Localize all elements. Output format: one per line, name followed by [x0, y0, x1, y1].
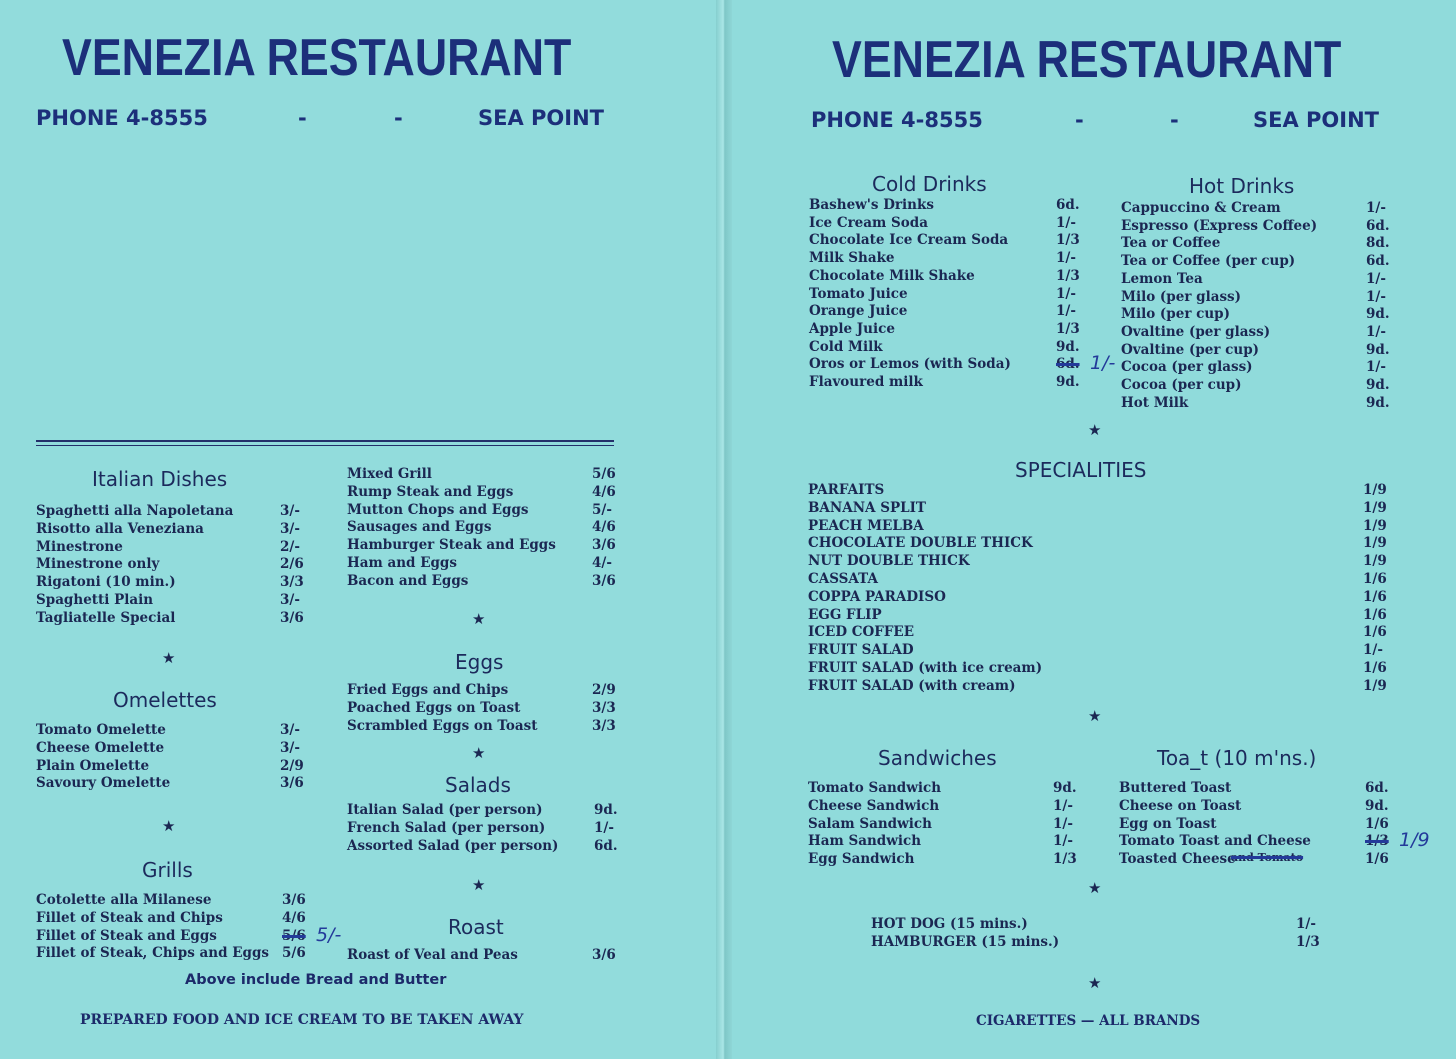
- menu-item: [808, 571, 1403, 588]
- menu-item-name: Fillet of Steak, Chips and Eggs: [36, 945, 269, 962]
- menu-item-price: 3/6: [592, 572, 616, 589]
- menu-item-price: 8d.: [1366, 235, 1390, 252]
- menu-item-price: 3/-: [280, 739, 300, 756]
- menu-item: [1121, 342, 1406, 359]
- menu-item: [36, 722, 320, 739]
- menu-item-name: Cold Milk: [809, 338, 883, 355]
- menu-item: [808, 780, 1093, 797]
- menu-item-price: 6d.: [594, 837, 618, 854]
- menu-item-price: 1/9: [1363, 553, 1387, 570]
- menu-item: [808, 678, 1403, 695]
- menu-item-price: 3/-: [280, 722, 300, 738]
- menu-item-name: Fillet of Steak and Eggs: [36, 927, 217, 944]
- menu-item-price: 6d.: [1365, 780, 1389, 796]
- menu-item: [808, 589, 1403, 606]
- menu-item-price: 3/-: [280, 503, 300, 519]
- menu-item-name: COPPA PARADISO: [808, 588, 946, 605]
- menu-item-name: Minestrone: [36, 538, 123, 555]
- menu-item-price: 3/6: [282, 892, 306, 908]
- menu-item: [1119, 798, 1405, 815]
- menu-item-price: 9d.: [1366, 394, 1390, 411]
- menu-item-name: Rigatoni (10 min.): [36, 574, 176, 591]
- menu-item-name: PEACH MELBA: [808, 517, 924, 534]
- menu-item-name: CHOCOLATE DOUBLE THICK: [808, 535, 1033, 552]
- menu-item: [808, 642, 1403, 659]
- menu-item-price: 1/-: [1053, 815, 1073, 832]
- menu-item-price: 3/6: [592, 947, 616, 963]
- menu-item-name: FRUIT SALAD (with cream): [808, 677, 1016, 694]
- menu-item: [808, 660, 1403, 677]
- menu-item: [347, 573, 632, 590]
- menu-item: [36, 892, 322, 909]
- menu-item-name: Flavoured milk: [809, 374, 923, 390]
- menu-item: [1119, 816, 1405, 833]
- menu-item: [809, 286, 1096, 303]
- menu-item: [871, 934, 1336, 951]
- menu-item-price: 1/-: [1056, 303, 1076, 320]
- menu-item: [1121, 324, 1406, 341]
- menu-item: [808, 798, 1093, 815]
- menu-item: [36, 923, 342, 946]
- menu-item: [36, 521, 320, 538]
- menu-item-price: 1/-: [1053, 833, 1073, 850]
- menu-item-price: 9d.: [1366, 306, 1390, 323]
- menu-item-price: 1/6: [1365, 851, 1389, 868]
- menu-item: [36, 539, 320, 556]
- menu-item: [871, 916, 1336, 933]
- star-divider: ★: [1088, 879, 1102, 897]
- dash-left-1: -: [298, 106, 307, 130]
- menu-item-price: 1/6: [1363, 588, 1387, 605]
- menu-item: [36, 574, 320, 591]
- divider-rule-2: [36, 445, 614, 446]
- menu-item-price: 2/9: [592, 682, 616, 698]
- menu-item: [347, 484, 632, 501]
- menu-item-name: Chocolate Ice Cream Soda: [809, 232, 1009, 249]
- dash-right-1: -: [1075, 108, 1084, 132]
- grills-heading: Grills: [142, 858, 193, 882]
- menu-item-name: Ovaltine (per glass): [1121, 323, 1271, 340]
- menu-item-price: 3/6: [592, 537, 616, 554]
- menu-item: [1121, 359, 1406, 376]
- menu-item-name: PARFAITS: [808, 482, 885, 498]
- menu-item: [1121, 306, 1406, 323]
- omelettes-heading: Omelettes: [113, 688, 217, 712]
- toast-heading: Toa_t (10 m'ns.): [1157, 746, 1317, 770]
- menu-item: [809, 374, 1096, 391]
- menu-item-price: 1/-: [1056, 285, 1076, 302]
- menu-item-name: Cheese on Toast: [1119, 797, 1242, 814]
- menu-item: [809, 215, 1096, 232]
- menu-item: [808, 553, 1403, 570]
- roast-heading: Roast: [448, 915, 504, 939]
- menu-item-price: 4/6: [592, 483, 616, 500]
- menu-item-price: 3/3: [592, 699, 616, 716]
- menu-item-name: Hamburger Steak and Eggs: [347, 537, 556, 554]
- menu-item-price: 9d.: [1056, 338, 1080, 355]
- menu-item: [1121, 289, 1406, 306]
- menu-item: [809, 232, 1096, 249]
- struck-text: and Tomato: [1231, 851, 1304, 865]
- menu-item-price: 1/9: [1363, 482, 1387, 498]
- menu-item-price: 1/6: [1363, 571, 1387, 587]
- cigarettes-footer: CIGARETTES — ALL BRANDS: [976, 1013, 1201, 1029]
- salads-heading: Salads: [445, 773, 511, 797]
- menu-item-name: Salam Sandwich: [808, 815, 932, 832]
- menu-item-name: Milk Shake: [809, 250, 895, 267]
- menu-item-price: 2/6: [280, 556, 304, 573]
- sandwiches-heading: Sandwiches: [878, 746, 997, 770]
- menu-item-name: Tea or Coffee: [1121, 235, 1221, 252]
- star-divider: ★: [472, 610, 486, 628]
- menu-item-price: 3/3: [592, 717, 616, 734]
- menu-item-name: Tea or Coffee (per cup): [1121, 253, 1296, 270]
- eggs-heading: Eggs: [455, 650, 504, 674]
- menu-item-name: Ham and Eggs: [347, 555, 457, 571]
- menu-item-price: 4/6: [592, 519, 616, 536]
- menu-item-name: Tagliatelle Special: [36, 609, 176, 626]
- menu-item-name: Egg Sandwich: [808, 851, 915, 868]
- menu-item-name: CASSATA: [808, 571, 878, 587]
- menu-item: [1119, 780, 1405, 797]
- star-divider: ★: [1088, 707, 1102, 725]
- menu-item-name: Assorted Salad (per person): [347, 837, 559, 854]
- menu-item-price: 2/-: [280, 538, 300, 555]
- menu-item-name: Cocoa (per cup): [1121, 377, 1242, 393]
- menu-item-name: Milo (per glass): [1121, 288, 1242, 305]
- menu-item-price: 9d.: [1366, 341, 1390, 358]
- menu-item-name: Hot Milk: [1121, 394, 1189, 411]
- menu-item: [347, 947, 632, 964]
- menu-item-name: Cheese Omelette: [36, 739, 165, 756]
- menu-item-price: 1/6: [1365, 815, 1389, 832]
- page-fold: [716, 0, 732, 1059]
- menu-item: [809, 303, 1096, 320]
- menu-item: [808, 518, 1403, 535]
- star-divider: ★: [472, 876, 486, 894]
- menu-item: [36, 775, 320, 792]
- menu-item-price: 1/-: [1296, 916, 1316, 932]
- menu-item-price: 1/-: [1056, 214, 1076, 231]
- hot-drinks-heading: Hot Drinks: [1189, 174, 1295, 198]
- menu-item-name: Chocolate Milk Shake: [809, 267, 975, 284]
- menu-item-name: HOT DOG (15 mins.): [871, 916, 1028, 932]
- star-divider: ★: [1088, 421, 1102, 439]
- menu-item: [809, 352, 1116, 375]
- menu-item: [347, 682, 632, 699]
- menu-item-name: Ovaltine (per cup): [1121, 341, 1260, 358]
- menu-item-name: Toasted Cheese: [1119, 851, 1236, 868]
- menu-item-name: Spaghetti alla Napoletana: [36, 503, 234, 519]
- star-divider: ★: [162, 817, 176, 835]
- menu-item-price: 6d.: [1366, 217, 1390, 234]
- menu-item-name: Cocoa (per glass): [1121, 359, 1253, 376]
- menu-item-name: French Salad (per person): [347, 819, 546, 836]
- menu-item: [809, 339, 1096, 356]
- menu-item-name: Orange Juice: [809, 303, 908, 320]
- dash-right-2: -: [1170, 108, 1179, 132]
- menu-item-name: Espresso (Express Coffee): [1121, 217, 1318, 234]
- menu-item-price: 9d.: [1365, 797, 1389, 814]
- menu-item: [808, 833, 1093, 850]
- menu-item-price: 5/6: [592, 466, 616, 482]
- menu-item: [809, 250, 1096, 267]
- menu-item: [347, 838, 634, 855]
- menu-item-price: 6d.: [1056, 356, 1080, 373]
- menu-item-price: 1/3: [1056, 320, 1080, 337]
- menu-item-name: Cappuccino & Cream: [1121, 200, 1281, 216]
- phone-left: PHONE 4-8555: [36, 106, 208, 130]
- menu-item-name: Bacon and Eggs: [347, 572, 469, 589]
- menu-item: [809, 321, 1096, 338]
- menu-item: [347, 718, 632, 735]
- menu-item-name: Poached Eggs on Toast: [347, 699, 521, 716]
- menu-item: [1119, 829, 1430, 852]
- star-divider: ★: [472, 744, 486, 762]
- menu-item: [808, 624, 1403, 641]
- menu-item-name: Risotto alla Veneziana: [36, 520, 204, 537]
- menu-item-name: BANANA SPLIT: [808, 499, 926, 516]
- menu-item-price: 1/3: [1053, 851, 1077, 868]
- menu-item-name: Mixed Grill: [347, 466, 432, 482]
- restaurant-title-left: VENEZIA RESTAURANT: [62, 29, 572, 87]
- menu-item-price: 1/9: [1363, 517, 1387, 534]
- menu-item-name: HAMBURGER (15 mins.): [871, 933, 1060, 950]
- menu-item-name: Mutton Chops and Eggs: [347, 501, 529, 518]
- divider-rule-1: [36, 440, 614, 442]
- menu-item: [809, 268, 1096, 285]
- menu-item: [808, 500, 1403, 517]
- location-right: SEA POINT: [1253, 108, 1379, 132]
- menu-item-price: 1/6: [1363, 660, 1387, 676]
- menu-item-name: ICED COFFEE: [808, 624, 915, 641]
- menu-item: [1121, 235, 1406, 252]
- star-divider: ★: [162, 649, 176, 667]
- menu-item-price: 3/-: [280, 592, 300, 608]
- phone-right: PHONE 4-8555: [811, 108, 983, 132]
- handwritten-price: 1/-: [1090, 352, 1116, 375]
- menu-item-name: Apple Juice: [809, 320, 895, 337]
- menu-item-price: 4/6: [282, 909, 306, 926]
- menu-item-price: 1/-: [1366, 270, 1386, 287]
- menu-item-name: Tomato Juice: [809, 285, 908, 302]
- menu-item: [1121, 200, 1406, 217]
- menu-item-price: 1/9: [1363, 677, 1387, 694]
- menu-item-price: 9d.: [594, 802, 618, 818]
- menu-item: [808, 816, 1093, 833]
- menu-item: [347, 700, 632, 717]
- handwritten-price: 5/-: [316, 923, 342, 946]
- menu-item-name: Rump Steak and Eggs: [347, 483, 514, 500]
- bread-butter-note: Above include Bread and Butter: [185, 972, 447, 988]
- menu-item-price: 1/3: [1056, 232, 1080, 249]
- menu-item: [1121, 253, 1406, 270]
- menu-item-name: Fried Eggs and Chips: [347, 682, 509, 698]
- menu-item: [36, 592, 320, 609]
- handwritten-price: 1/9: [1399, 829, 1430, 852]
- menu-item-price: 1/3: [1056, 267, 1080, 284]
- menu-item-price: 1/9: [1363, 499, 1387, 516]
- menu-item-name: Roast of Veal and Peas: [347, 947, 518, 963]
- menu-item-price: 9d.: [1366, 377, 1390, 393]
- menu-item-price: 1/6: [1363, 624, 1387, 641]
- menu-item-name: Oros or Lemos (with Soda): [809, 356, 1011, 373]
- menu-item-price: 5/6: [282, 945, 306, 962]
- menu-item-name: NUT DOUBLE THICK: [808, 553, 970, 570]
- menu-item-name: EGG FLIP: [808, 606, 882, 623]
- menu-item-price: 1/6: [1363, 606, 1387, 623]
- menu-item: [36, 910, 322, 927]
- menu-item-name: Egg on Toast: [1119, 815, 1217, 832]
- specialities-heading: SPECIALITIES: [1015, 458, 1147, 482]
- menu-item: [1121, 395, 1406, 412]
- menu-item-price: 1/9: [1363, 535, 1387, 552]
- menu-item-price: 1/-: [1366, 323, 1386, 340]
- menu-item: [36, 758, 320, 775]
- menu-item: [36, 503, 320, 520]
- menu-item-name: Cheese Sandwich: [808, 797, 940, 814]
- menu-item: [347, 502, 632, 519]
- menu-item: [1121, 271, 1406, 288]
- menu-item-price: 1/-: [1053, 797, 1073, 814]
- menu-item-price: 1/-: [1363, 642, 1383, 659]
- menu-item: [347, 466, 632, 483]
- menu-item-price: 1/3: [1365, 833, 1389, 850]
- menu-item: [1119, 851, 1405, 868]
- restaurant-title-right: VENEZIA RESTAURANT: [832, 31, 1342, 89]
- menu-item: [36, 945, 322, 962]
- menu-item: [347, 537, 632, 554]
- menu-item-name: Plain Omelette: [36, 757, 150, 774]
- menu-item-price: 5/6: [282, 927, 306, 944]
- menu-item-name: Tomato Sandwich: [808, 780, 942, 796]
- menu-item-price: 1/-: [1366, 359, 1386, 376]
- menu-item: [36, 610, 320, 627]
- menu-item-name: Italian Salad (per person): [347, 802, 543, 818]
- menu-item-price: 4/-: [592, 555, 612, 571]
- menu-item-price: 2/9: [280, 757, 304, 774]
- menu-item: [808, 607, 1403, 624]
- menu-item: [808, 851, 1093, 868]
- menu-item-name: Buttered Toast: [1119, 780, 1232, 796]
- location-left: SEA POINT: [478, 106, 604, 130]
- menu-item-name: Spaghetti Plain: [36, 592, 154, 608]
- menu-item-name: Sausages and Eggs: [347, 519, 492, 536]
- menu-item-price: 6d.: [1366, 253, 1390, 270]
- menu-item-price: 9d.: [1053, 780, 1077, 796]
- menu-item-price: 6d.: [1056, 197, 1080, 213]
- menu-item-name: Milo (per cup): [1121, 306, 1230, 323]
- menu-item-price: 1/-: [594, 819, 614, 836]
- menu-item: [36, 740, 320, 757]
- menu-item: [1121, 218, 1406, 235]
- menu-item-price: 3/6: [280, 609, 304, 626]
- italian-dishes-heading: Italian Dishes: [92, 467, 228, 491]
- menu-item-name: Scrambled Eggs on Toast: [347, 717, 538, 734]
- menu-item-name: Ice Cream Soda: [809, 214, 928, 231]
- menu-item-price: 3/6: [280, 775, 304, 792]
- menu-item-name: Tomato Omelette: [36, 722, 166, 738]
- menu-item-price: 5/-: [592, 501, 612, 518]
- cold-drinks-heading: Cold Drinks: [872, 172, 987, 196]
- menu-item: [1121, 377, 1406, 394]
- star-divider: ★: [1088, 974, 1102, 992]
- menu-item-name: Bashew's Drinks: [809, 197, 934, 213]
- menu-item: [808, 482, 1403, 499]
- menu-item: [347, 820, 634, 837]
- menu-item-price: 1/3: [1296, 933, 1320, 950]
- menu-item: [808, 535, 1403, 552]
- menu-item-price: 9d.: [1056, 374, 1080, 390]
- dash-left-2: -: [394, 106, 403, 130]
- menu-item-name: Cotolette alla Milanese: [36, 892, 212, 908]
- menu-item-name: Tomato Toast and Cheese: [1119, 833, 1311, 850]
- menu-item-price: 3/-: [280, 520, 300, 537]
- menu-item: [347, 555, 632, 572]
- menu-item-name: Minestrone only: [36, 556, 160, 573]
- menu-item: [347, 802, 634, 819]
- menu-item: [36, 556, 320, 573]
- takeaway-footer: PREPARED FOOD AND ICE CREAM TO BE TAKEN AWAY: [80, 1012, 524, 1028]
- menu-item: [347, 519, 632, 536]
- menu-item: [809, 197, 1096, 214]
- menu-item-price: 1/-: [1366, 200, 1386, 216]
- menu-item-name: FRUIT SALAD (with ice cream): [808, 660, 1043, 676]
- menu-item-name: Savoury Omelette: [36, 775, 171, 792]
- menu-item-price: 3/3: [280, 574, 304, 591]
- menu-item-name: Fillet of Steak and Chips: [36, 909, 223, 926]
- menu-item-name: Lemon Tea: [1121, 270, 1203, 287]
- menu-item-price: 1/-: [1056, 250, 1076, 267]
- menu-item-name: Ham Sandwich: [808, 833, 922, 850]
- menu-item-name: FRUIT SALAD: [808, 642, 914, 659]
- menu-item-price: 1/-: [1366, 288, 1386, 305]
